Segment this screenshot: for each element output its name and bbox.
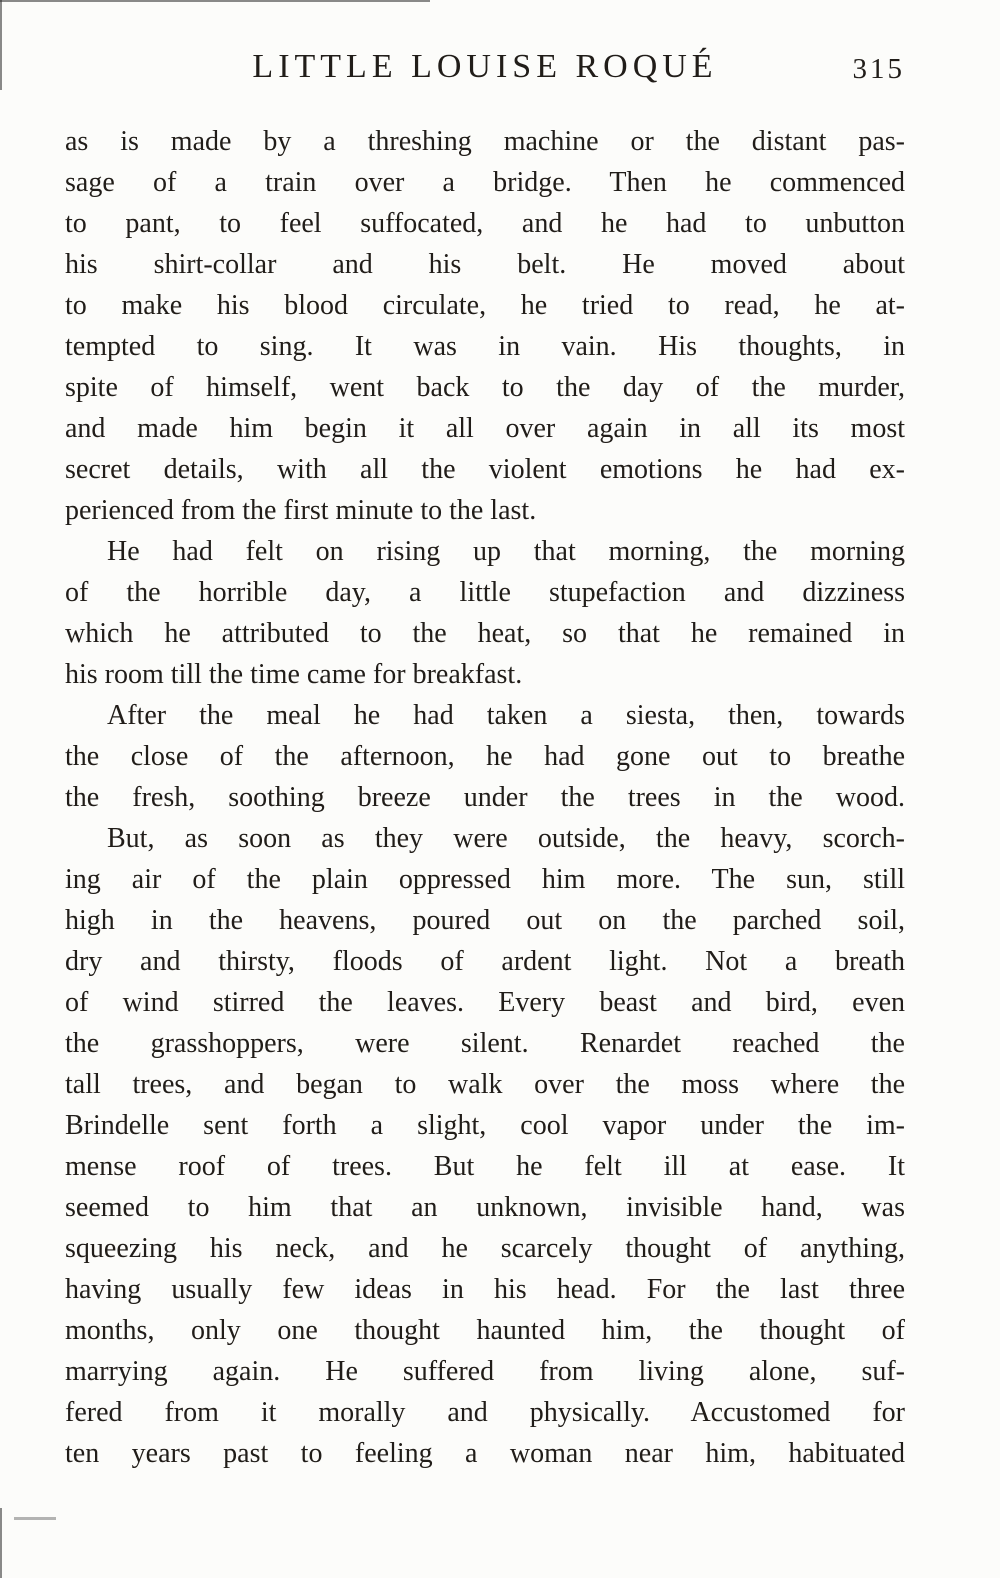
paragraph bbox=[65, 121, 905, 531]
text-line: to make his blood circulate, he tried to read, he at- bbox=[65, 290, 905, 321]
text-line: ten years past to feeling a woman near him, habituated bbox=[65, 1438, 905, 1469]
text-line: and made him begin it all over again in all its most bbox=[65, 413, 905, 444]
text-line: the grasshoppers, were silent. Renardet reached the bbox=[65, 1028, 905, 1059]
scan-artifact-left-edge-bottom bbox=[0, 1508, 2, 1578]
text-line: the close of the afternoon, he had gone out to breathe bbox=[65, 741, 905, 772]
paragraph bbox=[65, 531, 905, 695]
text-line: to pant, to feel suffocated, and he had to unbutton bbox=[65, 208, 905, 239]
text-line: having usually few ideas in his head. For the last three bbox=[65, 1274, 905, 1305]
text-line: spite of himself, went back to the day of the murder, bbox=[65, 372, 905, 403]
text-line: which he attributed to the heat, so that he remained in bbox=[65, 618, 905, 649]
text-line: sage of a train over a bridge. Then he commenced bbox=[65, 167, 905, 198]
text-line: high in the heavens, poured out on the parched soil, bbox=[65, 905, 905, 936]
running-title: LITTLE LOUISE ROQUÉ bbox=[252, 48, 718, 85]
text-line: the fresh, soothing breeze under the trees in the wood. bbox=[65, 782, 905, 813]
text-line: He had felt on rising up that morning, the morning bbox=[107, 536, 905, 567]
text-line: of wind stirred the leaves. Every beast and bird, even bbox=[65, 987, 905, 1018]
text-line: secret details, with all the violent emotions he had ex- bbox=[65, 454, 905, 485]
scan-artifact-bottom-dash bbox=[14, 1517, 56, 1520]
page-body bbox=[65, 121, 905, 1474]
paragraph bbox=[65, 818, 905, 1474]
scan-artifact-left-edge-top bbox=[0, 0, 2, 90]
text-line: But, as soon as they were outside, the heavy, scorch- bbox=[107, 823, 905, 854]
text-line: squeezing his neck, and he scarcely thought of anything, bbox=[65, 1233, 905, 1264]
text-line: perienced from the first minute to the last. bbox=[65, 495, 537, 526]
text-line: tall trees, and began to walk over the moss where the bbox=[65, 1069, 905, 1100]
scan-artifact-top-edge bbox=[0, 0, 430, 2]
text-line: Brindelle sent forth a slight, cool vapor under the im- bbox=[65, 1110, 905, 1141]
text-line: of the horrible day, a little stupefaction and dizziness bbox=[65, 577, 905, 608]
text-line: mense roof of trees. But he felt ill at ease. It bbox=[65, 1151, 905, 1182]
text-line: ing air of the plain oppressed him more. The sun, still bbox=[65, 864, 905, 895]
text-line: seemed to him that an unknown, invisible hand, was bbox=[65, 1192, 905, 1223]
text-line: tempted to sing. It was in vain. His thoughts, in bbox=[65, 331, 905, 362]
text-line: his room till the time came for breakfast. bbox=[65, 659, 523, 690]
text-line: his shirt-collar and his belt. He moved about bbox=[65, 249, 905, 280]
paragraph bbox=[65, 695, 905, 818]
text-line: months, only one thought haunted him, the thought of bbox=[65, 1315, 905, 1346]
text-line: fered from it morally and physically. Accustomed for bbox=[65, 1397, 905, 1428]
text-line: dry and thirsty, floods of ardent light. Not a breath bbox=[65, 946, 905, 977]
text-line: as is made by a threshing machine or the distant pas- bbox=[65, 126, 905, 157]
page-header bbox=[65, 48, 905, 92]
text-line: marrying again. He suffered from living alone, suf- bbox=[65, 1356, 905, 1387]
page-number: 315 bbox=[852, 53, 905, 85]
text-line: After the meal he had taken a siesta, then, towards bbox=[107, 700, 905, 731]
